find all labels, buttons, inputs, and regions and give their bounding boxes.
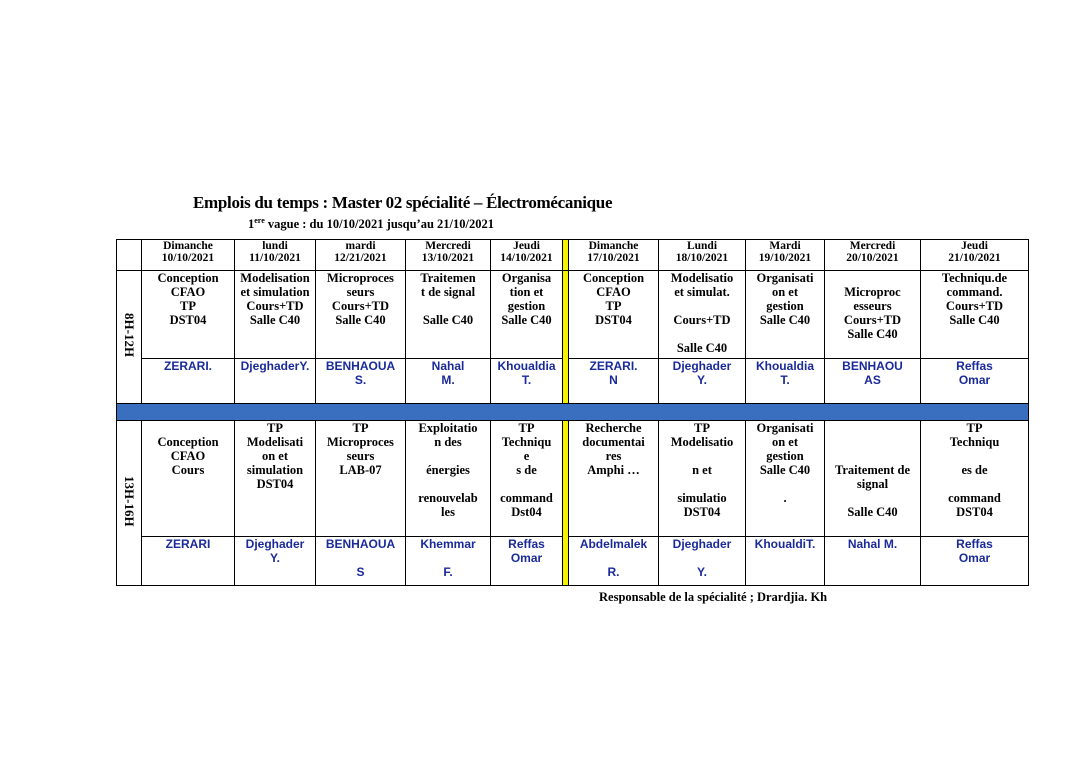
cell-line: BENHAOU [842, 359, 903, 373]
course-cell [235, 421, 316, 537]
cell-line: Conception [157, 435, 219, 449]
cell-line: Abdelmalek [579, 537, 648, 551]
day-date: 20/10/2021 [846, 252, 899, 264]
cell-line [408, 449, 488, 463]
cell-line: on et [771, 435, 799, 449]
cell-line: Khemmar [420, 537, 476, 551]
cell-line: Techniqu [949, 435, 1000, 449]
cell-line: LAB-07 [339, 463, 382, 477]
cell-line: simulation [246, 463, 304, 477]
course-cell [569, 421, 659, 537]
cell-line: T. [780, 373, 790, 387]
cell-line: documentai [582, 435, 645, 449]
day-header [825, 240, 921, 271]
day-date: 19/10/2021 [758, 252, 812, 264]
teacher-row [117, 537, 1029, 586]
cell-line: DjeghaderY. [240, 359, 310, 373]
cell-line [827, 491, 918, 505]
teacher-cell [406, 537, 491, 586]
hour-label: 8H-12H [122, 313, 137, 358]
course-cell [491, 271, 563, 359]
cell-line: command [500, 491, 553, 505]
cell-line [571, 551, 656, 565]
cell-line: signal [856, 477, 889, 491]
cell-line: Modelisatio [670, 271, 734, 285]
course-cell [316, 421, 406, 537]
cell-line: CFAO [596, 285, 631, 299]
cell-line: ZERARI. [164, 359, 212, 373]
teacher-row [117, 359, 1029, 404]
cell-line: Modelisatio [670, 435, 734, 449]
cell-line: Microproces [327, 271, 394, 285]
cell-line [923, 477, 1026, 491]
cell-line: tion et [509, 285, 544, 299]
teacher-cell [316, 359, 406, 404]
teacher-cell [142, 359, 235, 404]
cell-line: Cours+TD [945, 299, 1004, 313]
day-date: 10/10/2021 [161, 252, 215, 264]
day-name: Lundi [686, 240, 718, 252]
cell-line: Salle C40 [249, 313, 301, 327]
day-date: 13/10/2021 [421, 252, 475, 264]
cell-line: Y. [696, 373, 707, 387]
cell-line: M. [441, 373, 455, 387]
cell-line [827, 271, 918, 285]
day-header [235, 240, 316, 271]
cell-line: Organisa [501, 271, 552, 285]
cell-line: T. [521, 373, 532, 387]
cell-line: BENHAOUA [325, 359, 396, 373]
cell-line: Dst04 [511, 505, 542, 519]
cell-line: et simulation [240, 285, 310, 299]
cell-line: CFAO [170, 285, 206, 299]
cell-line: Salle C40 [501, 313, 552, 327]
cell-line: Salle C40 [422, 313, 474, 327]
cell-line [827, 421, 918, 435]
cell-line: Traitement de [834, 463, 911, 477]
cell-line [318, 551, 403, 565]
teacher-cell [659, 359, 746, 404]
cell-line: Omar [958, 373, 991, 387]
cell-line: Conception [582, 271, 645, 285]
course-cell [235, 271, 316, 359]
cell-line: simulatio [677, 491, 727, 505]
cell-line: Modelisation [240, 271, 310, 285]
cell-line: CFAO [170, 449, 206, 463]
day-name: Dimanche [588, 240, 639, 252]
day-name: Mercredi [849, 240, 896, 252]
cell-line: e [523, 449, 530, 463]
cell-line: Khoualdia [755, 359, 814, 373]
cell-line: Nahal [431, 359, 465, 373]
cell-line: TP [352, 421, 369, 435]
cell-line: TP [267, 421, 283, 435]
cell-line: DST04 [683, 505, 721, 519]
responsible-note: Responsable de la spécialité ; Drardjia. Kh [599, 590, 828, 604]
day-header [142, 240, 235, 271]
cell-line: TP [518, 421, 535, 435]
cell-line: TP [966, 421, 983, 435]
day-header [921, 240, 1029, 271]
cell-line [661, 299, 743, 313]
cell-line: R. [607, 565, 620, 579]
cell-line: gestion [507, 299, 546, 313]
cell-line: F. [443, 565, 453, 579]
cell-line: N [609, 373, 618, 387]
cell-line: KhoualdiT. [754, 537, 816, 551]
cell-line: Reffas [956, 359, 993, 373]
cell-line: Cours+TD [331, 299, 390, 313]
course-cell [491, 421, 563, 537]
teacher-cell [569, 359, 659, 404]
cell-line: DST04 [956, 505, 993, 519]
cell-line [493, 477, 560, 491]
day-name: mardi [345, 240, 376, 252]
cell-line: gestion [766, 299, 804, 313]
cell-line: Salle C40 [847, 327, 898, 341]
cell-line: Organisati [756, 421, 814, 435]
teacher-cell [142, 537, 235, 586]
course-cell [825, 271, 921, 359]
course-row [117, 421, 1029, 537]
course-cell [406, 421, 491, 537]
day-date: 21/10/2021 [948, 252, 1001, 264]
hour-cell [117, 421, 142, 586]
course-cell [659, 421, 746, 537]
teacher-cell [316, 537, 406, 586]
cell-line: on et [771, 285, 799, 299]
cell-line: renouvelab [418, 491, 478, 505]
teacher-cell [746, 359, 825, 404]
hour-cell [117, 271, 142, 404]
cell-line: Cours+TD [673, 313, 731, 327]
cell-line: ZERARI. [589, 359, 638, 373]
cell-line: res [605, 449, 622, 463]
cell-line: ZERARI [165, 537, 211, 551]
cell-line: Traitemen [420, 271, 476, 285]
cell-line [661, 327, 743, 341]
cell-line [661, 477, 743, 491]
teacher-cell [235, 359, 316, 404]
cell-line: Nahal M. [847, 537, 898, 551]
day-header [491, 240, 563, 271]
cell-line: esseurs [853, 299, 892, 313]
cell-line: s de [516, 463, 537, 477]
day-date: 14/10/2021 [500, 252, 553, 264]
teacher-cell [921, 359, 1029, 404]
cell-line: S [356, 565, 365, 579]
teacher-cell [659, 537, 746, 586]
day-date: 17/10/2021 [587, 252, 640, 264]
cell-line: seurs [346, 449, 375, 463]
cell-line: Cours+TD [843, 313, 902, 327]
teacher-cell [491, 537, 563, 586]
day-date: 11/10/2021 [249, 252, 301, 264]
day-name: Dimanche [163, 240, 213, 252]
day-header [406, 240, 491, 271]
cell-line: TP [605, 299, 622, 313]
cell-line: les [441, 505, 455, 519]
cell-line: Salle C40 [676, 341, 728, 355]
cell-line: Omar [958, 551, 991, 565]
cell-line [661, 449, 743, 463]
corner-cell [117, 240, 142, 271]
cell-line: et simulat. [674, 285, 730, 299]
cell-line: Salle C40 [949, 313, 1000, 327]
page-subtitle: 1ere vague : du 10/10/2021 jusqu’au 21/10/2021 [248, 216, 494, 232]
cell-line: Microproc [844, 285, 901, 299]
cell-line: Organisati [756, 271, 814, 285]
day-name: Mercredi [425, 240, 471, 252]
header-row [117, 240, 1029, 271]
cell-line: Salle C40 [759, 313, 811, 327]
cell-line: . [783, 491, 787, 505]
cell-line [144, 421, 232, 435]
cell-line: DST04 [169, 313, 207, 327]
cell-line [827, 435, 918, 449]
cell-line: command [948, 491, 1001, 505]
day-name: Mardi [769, 240, 801, 252]
cell-line: gestion [766, 449, 804, 463]
cell-line: Reffas [508, 537, 545, 551]
cell-line: énergies [426, 463, 470, 477]
cell-line: n et [692, 463, 712, 477]
course-cell [659, 271, 746, 359]
course-cell [142, 271, 235, 359]
course-cell [569, 271, 659, 359]
teacher-cell [569, 537, 659, 586]
cell-line: seurs [346, 285, 375, 299]
cell-line: Techniqu [501, 435, 552, 449]
cell-line: Djeghader [245, 537, 305, 551]
day-header [316, 240, 406, 271]
day-name: Jeudi [513, 240, 540, 252]
cell-line: Cours [171, 463, 205, 477]
cell-line: Techniqu.de [941, 271, 1008, 285]
course-row [117, 271, 1029, 359]
cell-line: Khoualdia [497, 359, 556, 373]
course-cell [142, 421, 235, 537]
course-cell [825, 421, 921, 537]
cell-line [827, 449, 918, 463]
course-cell [406, 271, 491, 359]
cell-line: Conception [157, 271, 219, 285]
cell-line: Amphi … [587, 463, 640, 477]
course-cell [746, 421, 825, 537]
day-date: 12/21/2021 [334, 252, 387, 264]
teacher-cell [921, 537, 1029, 586]
cell-line: TP [180, 299, 196, 313]
cell-line: Salle C40 [335, 313, 386, 327]
cell-line: Y. [269, 551, 280, 565]
cell-line: Recherche [585, 421, 642, 435]
cell-line: Omar [510, 551, 543, 565]
cell-line [408, 477, 488, 491]
separator-bar [117, 404, 1029, 421]
cell-line: Exploitatio [418, 421, 478, 435]
day-header [746, 240, 825, 271]
teacher-cell [825, 359, 921, 404]
cell-line [923, 449, 1026, 463]
cell-line [661, 551, 743, 565]
hour-label: 13H-16H [122, 476, 137, 527]
cell-line: Cours+TD [246, 299, 304, 313]
cell-line: DST04 [256, 477, 294, 491]
cell-line: AS [864, 373, 881, 387]
cell-line: n des [434, 435, 462, 449]
cell-line [408, 551, 488, 565]
teacher-cell [825, 537, 921, 586]
cell-line: es de [961, 463, 988, 477]
day-name: Jeudi [961, 240, 988, 252]
cell-line: S. [354, 373, 367, 387]
cell-line [748, 477, 822, 491]
cell-line: Salle C40 [847, 505, 898, 519]
course-cell [316, 271, 406, 359]
cell-line: Y. [696, 565, 707, 579]
course-cell [921, 271, 1029, 359]
cell-line: Djeghader [672, 537, 732, 551]
cell-line: Microproces [327, 435, 394, 449]
day-name: lundi [262, 240, 288, 252]
cell-line: Salle C40 [759, 463, 811, 477]
page-title: Emplois du temps : Master 02 spécialité – Électromécanique [193, 193, 613, 212]
teacher-cell [746, 537, 825, 586]
cell-line: DST04 [595, 313, 632, 327]
teacher-cell [235, 537, 316, 586]
cell-line: t de signal [420, 285, 476, 299]
cell-line: Reffas [956, 537, 993, 551]
cell-line: on et [261, 449, 289, 463]
day-date: 18/10/2021 [675, 252, 729, 264]
course-cell [921, 421, 1029, 537]
cell-line: Modelisati [246, 435, 304, 449]
cell-line: command. [946, 285, 1003, 299]
teacher-cell [406, 359, 491, 404]
cell-line: TP [694, 421, 710, 435]
day-header [569, 240, 659, 271]
cell-line [408, 299, 488, 313]
separator-row [117, 404, 1029, 421]
timetable [116, 239, 1029, 586]
teacher-cell [491, 359, 563, 404]
cell-line: BENHAOUA [325, 537, 396, 551]
cell-line: Djeghader [672, 359, 732, 373]
course-cell [746, 271, 825, 359]
day-header [659, 240, 746, 271]
